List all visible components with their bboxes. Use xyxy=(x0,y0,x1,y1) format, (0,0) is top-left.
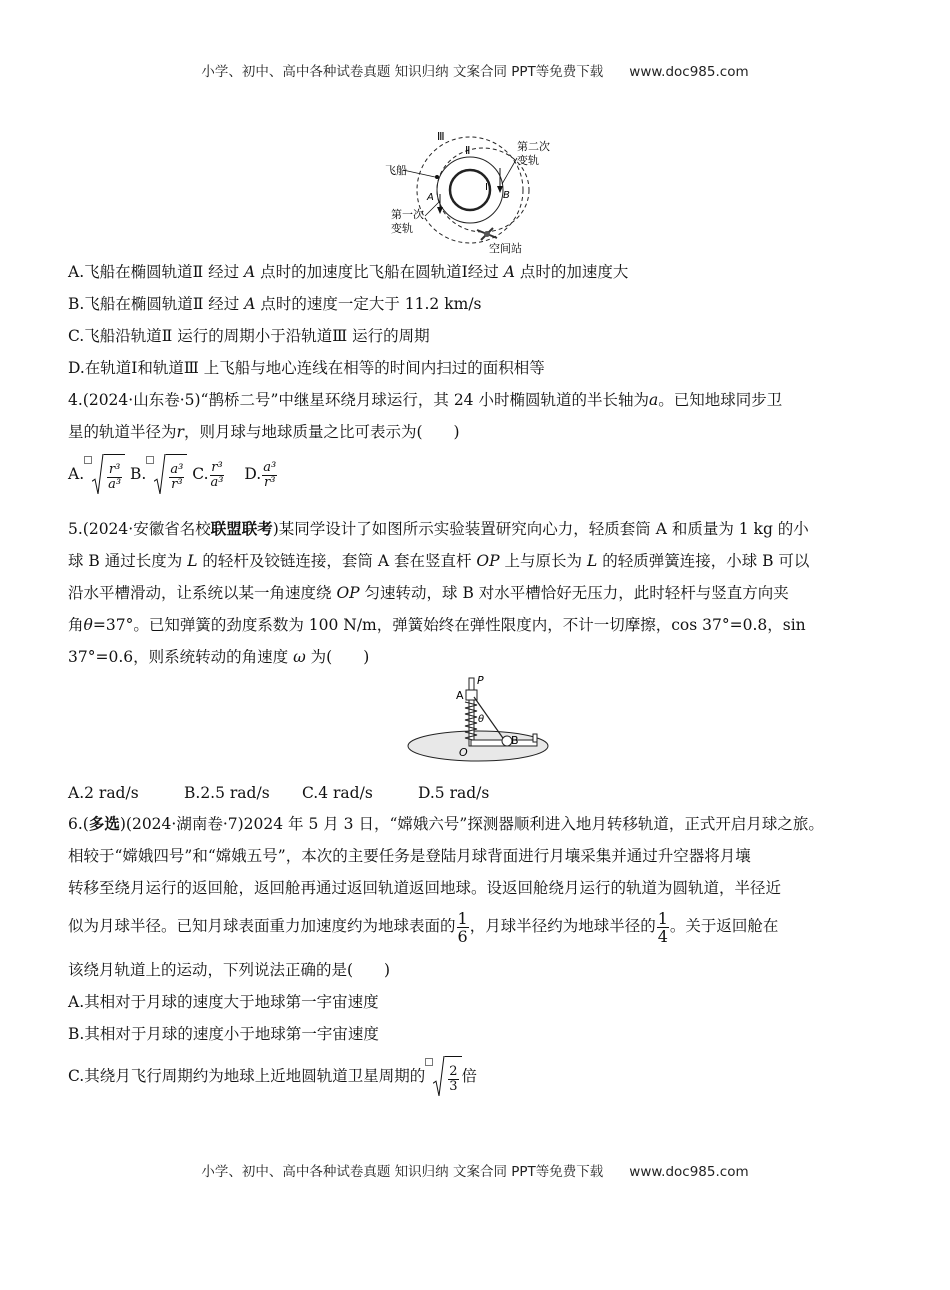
footer-url[interactable]: www.doc985.com xyxy=(629,1164,749,1180)
header-text: 小学、初中、高中各种试卷真题 知识归纳 文案合同 PPT等免费下载 xyxy=(201,64,604,80)
label-first-2: 变轨 xyxy=(391,222,413,235)
q4-option-b: B. $\frac{\text{a³}}{\text{r³}}$ xyxy=(130,465,187,483)
q6-option-a: A.其相对于月球的速度大于地球第一宇宙速度 xyxy=(68,993,379,1011)
q5-line-1: 5.(2024·安徽省名校联盟联考)某同学设计了如图所示实验装置研究向心力，轻质套筒 A 和质量为 1 kg 的小 xyxy=(68,519,809,538)
q5-option-c: C.4 rad/s xyxy=(302,784,373,802)
label-II: Ⅱ xyxy=(465,144,471,157)
label-second-2: 变轨 xyxy=(517,154,539,167)
q6-line-2: 相较于“嫦娥四号”和“嫦娥五号”，本次的主要任务是登陆月球背面进行月壤采集并通过升空器将月壤 xyxy=(68,847,751,865)
label-theta: θ xyxy=(478,714,485,725)
ship-dot xyxy=(435,175,439,179)
q4-option-a: A. $\frac{\text{r³}}{\text{a³}}$ xyxy=(68,465,125,483)
label-III: Ⅲ xyxy=(437,130,445,143)
q6-line-1: 6.(多选)(2024·湖南卷·7)2024 年 5 月 3 日，“嫦娥六号”探测器顺利进入地月转移轨道，正式开启月球之旅。 xyxy=(68,814,824,833)
groove-end xyxy=(533,734,537,742)
q6-line-4: 似为月球半径。已知月球表面重力加速度约为地球表面的 $\frac{1}{6}$ ，月球半径约为地球半径的 $\frac{1}{4}$ 。关于返回舱在 xyxy=(68,908,779,946)
q4-option-d: D. $\frac{\text{a³}}{\text{r³}}$ xyxy=(244,459,277,490)
page-footer xyxy=(0,1160,950,1180)
q5-line-2: 球 B 通过长度为 L 的轻杆及铰链连接，套筒 A 套在竖直杆 OP 上与原长为 L 的轻质弹簧连接，小球 B 可以 xyxy=(68,552,810,570)
q5-option-d: D.5 rad/s xyxy=(418,784,490,802)
q4-line-2: 星的轨道半径为r，则月球与地球质量之比可表示为( ) xyxy=(68,423,460,441)
leader-second xyxy=(502,158,517,184)
station-icon xyxy=(477,228,497,240)
q5-line-5: 37°=0.6，则系统转动的角速度 ω 为( ) xyxy=(68,648,370,666)
label-first-1: 第一次 xyxy=(391,208,424,221)
q5-line-3: 沿水平槽滑动，让系统以某一角速度绕 OP 匀速转动，球 B 对水平槽恰好无压力，此时轻杆与竖直方向夹 xyxy=(68,584,789,602)
label-ship: 飞船 xyxy=(385,164,407,177)
label-station: 空间站 xyxy=(489,242,522,254)
q3-option-c: C.飞船沿轨道Ⅱ 运行的周期小于沿轨道Ⅲ 运行的周期 xyxy=(68,327,430,345)
label-I: Ⅰ xyxy=(485,182,488,193)
q6-line-5: 该绕月轨道上的运动，下列说法正确的是( ) xyxy=(68,961,391,979)
q6-line-3: 转移至绕月运行的返回舱，返回舱再通过返回轨道返回地球。设返回舱绕月运行的轨道为圆轨道，半径近 xyxy=(68,879,782,897)
q6-option-b: B.其相对于月球的速度小于地球第一宇宙速度 xyxy=(68,1025,379,1043)
header-url[interactable]: www.doc985.com xyxy=(629,64,749,80)
leader-ship xyxy=(403,170,435,177)
label-A-fig2: A xyxy=(456,689,464,702)
arrow-A-head xyxy=(437,207,443,214)
q5-option-b: B.2.5 rad/s xyxy=(184,784,270,802)
q4-option-c: C. $\frac{\text{r³}}{\text{a³}}$ xyxy=(192,459,224,490)
label-second-1: 第二次 xyxy=(517,140,550,153)
label-A: A xyxy=(427,192,434,203)
label-O: O xyxy=(459,746,468,759)
q3-option-d: D.在轨道Ⅰ和轨道Ⅲ 上飞船与地心连线在相等的时间内扫过的面积相等 xyxy=(68,359,545,377)
q5-option-a: A.2 rad/s xyxy=(68,784,139,802)
label-B-fig2: B xyxy=(511,734,519,747)
q5-line-4: 角θ=37°。已知弹簧的劲度系数为 100 N/m，弹簧始终在弹性限度内，不计一切摩擦，cos 37°=0.8，sin xyxy=(68,616,806,634)
q3-option-a: A.飞船在椭圆轨道Ⅱ 经过 A 点时的加速度比飞船在圆轨道Ⅰ经过 A 点时的加速度大 xyxy=(68,263,629,281)
q4-options xyxy=(68,454,278,496)
q4-line-1: 4.(2024·山东卷·5)“鹊桥二号”中继星环绕月球运行，其 24 小时椭圆轨道的半长轴为a。已知地球同步卫 xyxy=(68,391,783,409)
label-B: B xyxy=(503,190,510,201)
q5-options xyxy=(68,782,489,804)
label-P: P xyxy=(477,674,484,687)
page-header xyxy=(0,60,950,80)
leader-first xyxy=(425,202,439,216)
q6-option-c: C.其绕月飞行周期约为地球上近地圆轨道卫星周期的 $\frac{2}{3}$ 倍 xyxy=(68,1056,477,1098)
q3-option-b: B.飞船在椭圆轨道Ⅱ 经过 A 点时的速度一定大于 11.2 km/s xyxy=(68,295,482,313)
earth-circle xyxy=(450,170,490,210)
orbit-figure xyxy=(385,128,565,254)
apparatus-figure xyxy=(405,672,551,766)
footer-text: 小学、初中、高中各种试卷真题 知识归纳 文案合同 PPT等免费下载 xyxy=(201,1164,604,1180)
